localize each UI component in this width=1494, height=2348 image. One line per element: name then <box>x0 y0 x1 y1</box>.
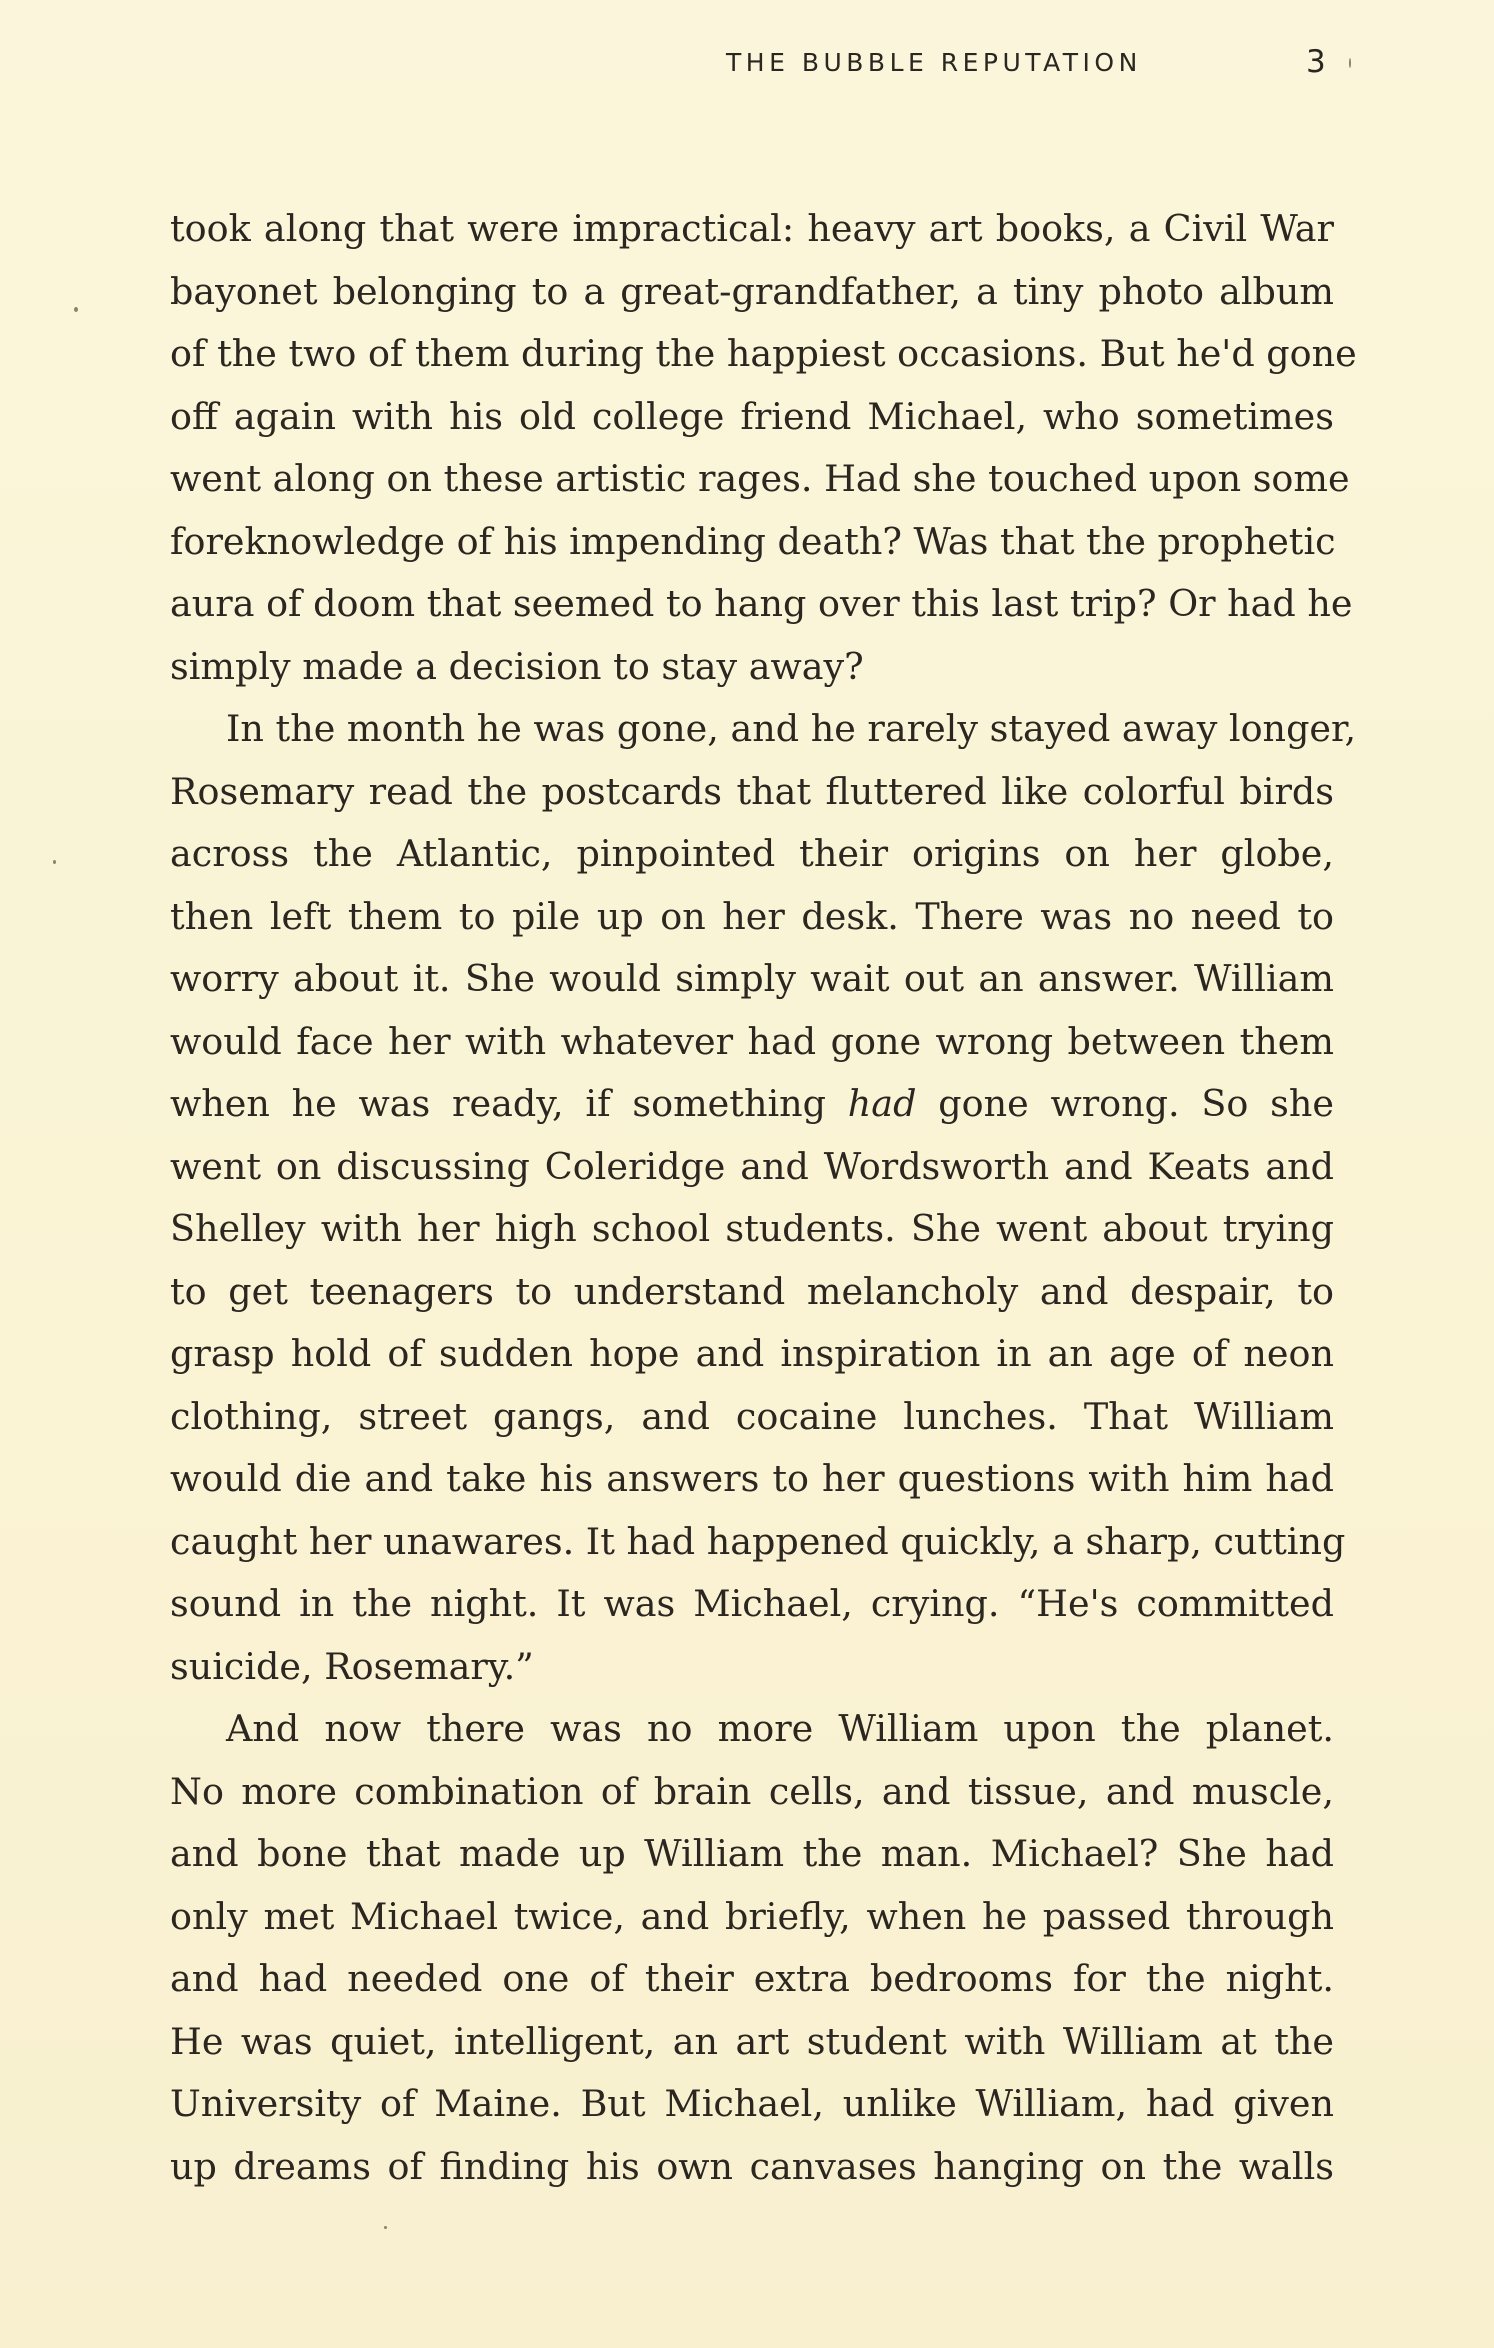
text-line: then left them to pile up on her desk. There was no need to <box>170 894 1334 938</box>
paragraph <box>170 198 1357 698</box>
text-line: off again with his old college friend Michael, who sometimes <box>170 394 1334 438</box>
paper-speck <box>74 307 78 312</box>
page-number: 3 <box>1306 44 1326 80</box>
text-line: University of Maine. But Michael, unlike William, had given <box>170 2082 1334 2125</box>
text-line: and bone that made up William the man. Michael? She had <box>170 1832 1334 1875</box>
text-line: simply made a decision to stay away? <box>170 644 864 688</box>
text-line: Shelley with her high school students. She went about trying <box>170 1207 1334 1250</box>
text-line: He was quiet, intelligent, an art student with William at the <box>170 2019 1334 2063</box>
text-line: across the Atlantic, pinpointed their origins on her globe, <box>170 832 1334 875</box>
text-line: up dreams of finding his own canvases hanging on the walls <box>170 2144 1334 2188</box>
italic-word: had <box>847 1082 917 1125</box>
text-line: caught her unawares. It had happened quickly, a sharp, cutting <box>170 1519 1346 1563</box>
running-head <box>0 44 1494 84</box>
paper-speck <box>1349 58 1351 68</box>
text-line: and had needed one of their extra bedrooms for the night. <box>170 1957 1334 2000</box>
text-line: sound in the night. It was Michael, crying. “He's committed <box>170 1582 1334 1625</box>
text-line: went on discussing Coleridge and Wordsworth and Keats and <box>170 1144 1334 1188</box>
text-line: foreknowledge of his impending death? Was that the prophetic <box>170 519 1336 563</box>
running-title: THE BUBBLE REPUTATION <box>726 48 1142 77</box>
text-line-with-italic <box>170 1073 1334 1136</box>
text-segment: when he was ready, if something <box>170 1082 826 1125</box>
text-line: would face her with whatever had gone wrong between them <box>170 1019 1334 1063</box>
text-line: worry about it. She would simply wait out an answer. William <box>170 957 1334 1000</box>
text-line: And now there was no more William upon the planet. <box>226 1707 1334 1750</box>
text-line: Rosemary read the postcards that fluttered like colorful birds <box>170 769 1334 813</box>
paragraph <box>170 698 1357 1698</box>
paper-speck <box>53 860 56 864</box>
text-line: grasp hold of sudden hope and inspiration in an age of neon <box>170 1332 1334 1375</box>
paper-speck <box>384 2226 387 2229</box>
text-line: In the month he was gone, and he rarely stayed away longer, <box>226 707 1357 750</box>
text-line: took along that were impractical: heavy art books, a Civil War <box>170 207 1334 250</box>
text-line: No more combination of brain cells, and tissue, and muscle, <box>170 1769 1334 1813</box>
text-line: only met Michael twice, and briefly, when he passed through <box>170 1894 1334 1938</box>
body-text <box>170 198 1357 2198</box>
text-line: aura of doom that seemed to hang over this last trip? Or had he <box>170 582 1353 625</box>
text-line: clothing, street gangs, and cocaine lunches. That William <box>170 1394 1334 1438</box>
text-line: would die and take his answers to her questions with him had <box>170 1457 1334 1500</box>
text-line: bayonet belonging to a great-grandfather, a tiny photo album <box>170 269 1334 313</box>
text-segment: gone wrong. So she <box>938 1082 1334 1125</box>
text-line: to get teenagers to understand melancholy and despair, to <box>170 1269 1334 1313</box>
text-line: suicide, Rosemary.” <box>170 1644 534 1688</box>
text-line: went along on these artistic rages. Had she touched upon some <box>170 457 1350 500</box>
text-line: of the two of them during the happiest occasions. But he'd gone <box>170 332 1357 375</box>
paragraph <box>170 1698 1334 2198</box>
